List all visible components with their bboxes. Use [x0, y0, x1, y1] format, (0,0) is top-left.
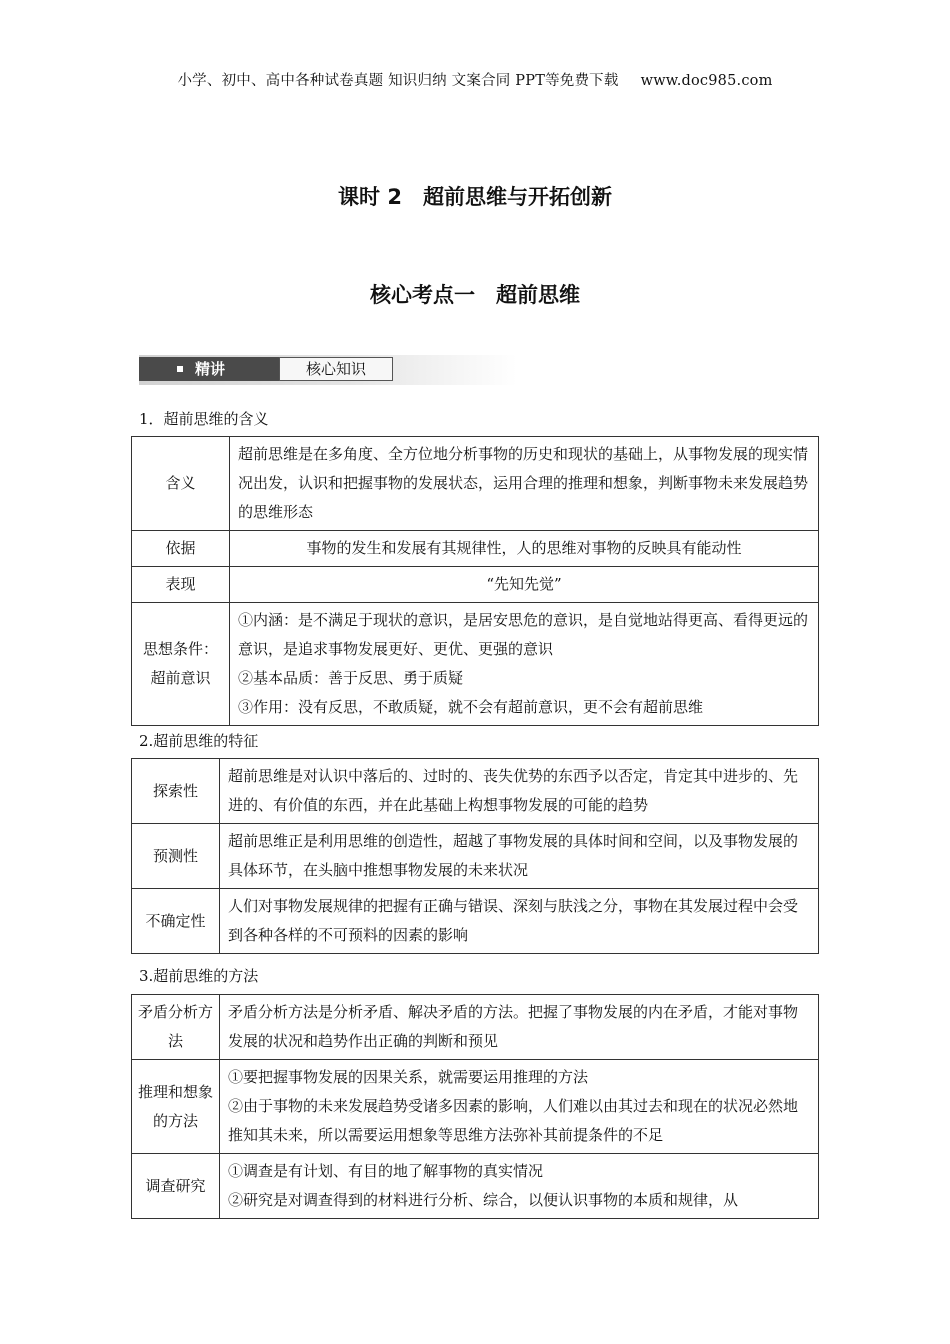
table-row [132, 759, 819, 824]
row-line: ②基本品质：善于反思、勇于质疑 [238, 669, 464, 687]
row-value: 事物的发生和发展有其规律性，人的思维对事物的反映具有能动性 [230, 531, 819, 567]
row-value: 超前思维正是利用思维的创造性，超越了事物发展的具体时间和空间，以及事物发展的具体环节，在头脑中推想事物发展的未来状况 [220, 824, 819, 889]
section3-heading: 3.超前思维的方法 [139, 967, 259, 985]
row-line: ①要把握事物发展的因果关系，就需要运用推理的方法 [228, 1068, 589, 1086]
square-icon [177, 366, 183, 372]
badge-left-label: 精讲 [195, 360, 226, 378]
section3-clip [131, 994, 821, 1209]
row-line: ②研究是对调查得到的材料进行分析、综合，以便认识事物的本质和规律，从 [228, 1191, 739, 1209]
row-line: ②由于事物的未来发展趋势受诸多因素的影响，人们难以由其过去和现在的状况必然地推知其未来，所以需要运用想象等思维方法弥补其前提条件的不足 [228, 1097, 799, 1144]
badge-right-label: 核心知识 [279, 357, 393, 381]
section2-table [131, 758, 819, 954]
row-line: ①调查是有计划、有目的地了解事物的真实情况 [228, 1162, 544, 1180]
page-header [0, 69, 950, 90]
row-value: “先知先觉” [230, 567, 819, 603]
row-value [220, 1060, 819, 1154]
row-value [230, 603, 819, 726]
row-key: 调查研究 [132, 1154, 220, 1219]
row-key: 含义 [132, 437, 230, 531]
row-line: ③作用：没有反思，不敢质疑，就不会有超前意识，更不会有超前思维 [238, 698, 704, 716]
section1-table [131, 436, 819, 726]
row-value: 超前思维是对认识中落后的、过时的、丧失优势的东西予以否定，肯定其中进步的、先进的、有价值的东西，并在此基础上构想事物发展的可能的趋势 [220, 759, 819, 824]
row-key: 探索性 [132, 759, 220, 824]
row-key: 不确定性 [132, 889, 220, 954]
table-row [132, 603, 819, 726]
row-value [220, 1154, 819, 1219]
row-key: 预测性 [132, 824, 220, 889]
table-row [132, 531, 819, 567]
section1-heading: 1．超前思维的含义 [139, 410, 269, 428]
section-badge [139, 355, 517, 385]
section-title: 核心考点一 超前思维 [370, 283, 580, 307]
row-key: 依据 [132, 531, 230, 567]
row-value: 人们对事物发展规律的把握有正确与错误、深刻与肤浅之分，事物在其发展过程中会受到各种各样的不可预料的因素的影响 [220, 889, 819, 954]
table-row [132, 995, 819, 1060]
table-row [132, 824, 819, 889]
table-row [132, 1154, 819, 1219]
table-row [132, 567, 819, 603]
table-row [132, 437, 819, 531]
row-key: 矛盾分析方法 [132, 995, 220, 1060]
row-line: ①内涵：是不满足于现状的意识，是居安思危的意识，是自觉地站得更高、看得更远的意识，是追求事物发展更好、更优、更强的意识 [238, 611, 809, 658]
section3-table [131, 994, 819, 1219]
table-row [132, 1060, 819, 1154]
row-value: 超前思维是在多角度、全方位地分析事物的历史和现状的基础上，从事物发展的现实情况出发，认识和把握事物的发展状态，运用合理的推理和想象，判断事物未来发展趋势的思维形态 [230, 437, 819, 531]
header-text: 小学、初中、高中各种试卷真题 知识归纳 文案合同 PPT等免费下载 [177, 73, 619, 89]
badge-dark [139, 357, 279, 381]
table-row [132, 889, 819, 954]
section2-heading: 2.超前思维的特征 [139, 732, 259, 750]
row-key: 推理和想象的方法 [132, 1060, 220, 1154]
lesson-title: 课时 2 超前思维与开拓创新 [338, 185, 612, 209]
row-key: 表现 [132, 567, 230, 603]
header-url[interactable]: www.doc985.com [640, 73, 773, 89]
row-value: 矛盾分析方法是分析矛盾、解决矛盾的方法。把握了事物发展的内在矛盾，才能对事物发展的状况和趋势作出正确的判断和预见 [220, 995, 819, 1060]
row-key: 思想条件：超前意识 [132, 603, 230, 726]
